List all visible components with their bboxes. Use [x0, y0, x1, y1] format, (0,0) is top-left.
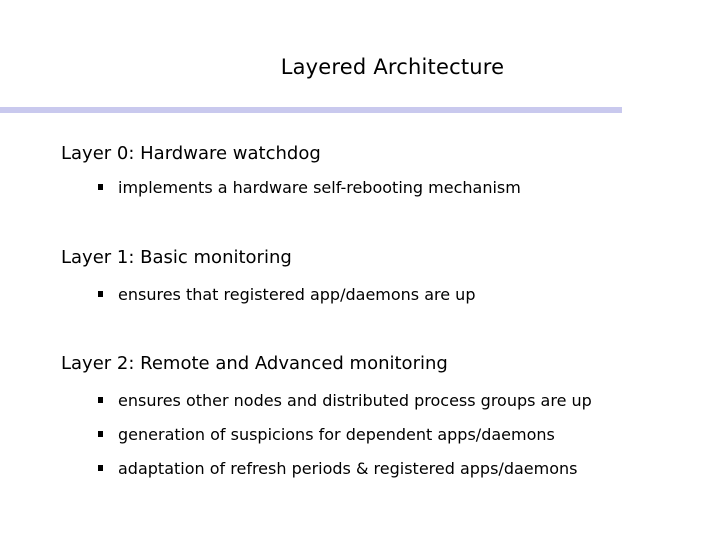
bullet-text: ensures that registered app/daemons are up — [118, 285, 476, 304]
bullet-item — [98, 424, 555, 446]
square-bullet-icon — [98, 184, 103, 190]
slide-title: Layered Architecture — [280, 55, 505, 79]
bullet-text: generation of suspicions for dependent apps/daemons — [118, 425, 555, 444]
section-heading-layer-0: Layer 0: Hardware watchdog — [61, 143, 321, 164]
bullet-item — [98, 177, 521, 199]
bullet-text: adaptation of refresh periods & registered apps/daemons — [118, 459, 578, 478]
square-bullet-icon — [98, 397, 103, 403]
bullet-text: implements a hardware self-rebooting mechanism — [118, 178, 521, 197]
bullet-item — [98, 458, 577, 480]
square-bullet-icon — [98, 291, 103, 297]
title-underline-bar — [0, 107, 622, 113]
bullet-item — [98, 390, 592, 412]
square-bullet-icon — [98, 465, 103, 471]
bullet-item — [98, 284, 475, 306]
square-bullet-icon — [98, 431, 103, 437]
bullet-text: ensures other nodes and distributed process groups are up — [118, 391, 592, 410]
section-heading-layer-1: Layer 1: Basic monitoring — [61, 247, 292, 268]
section-heading-layer-2: Layer 2: Remote and Advanced monitoring — [61, 353, 448, 374]
